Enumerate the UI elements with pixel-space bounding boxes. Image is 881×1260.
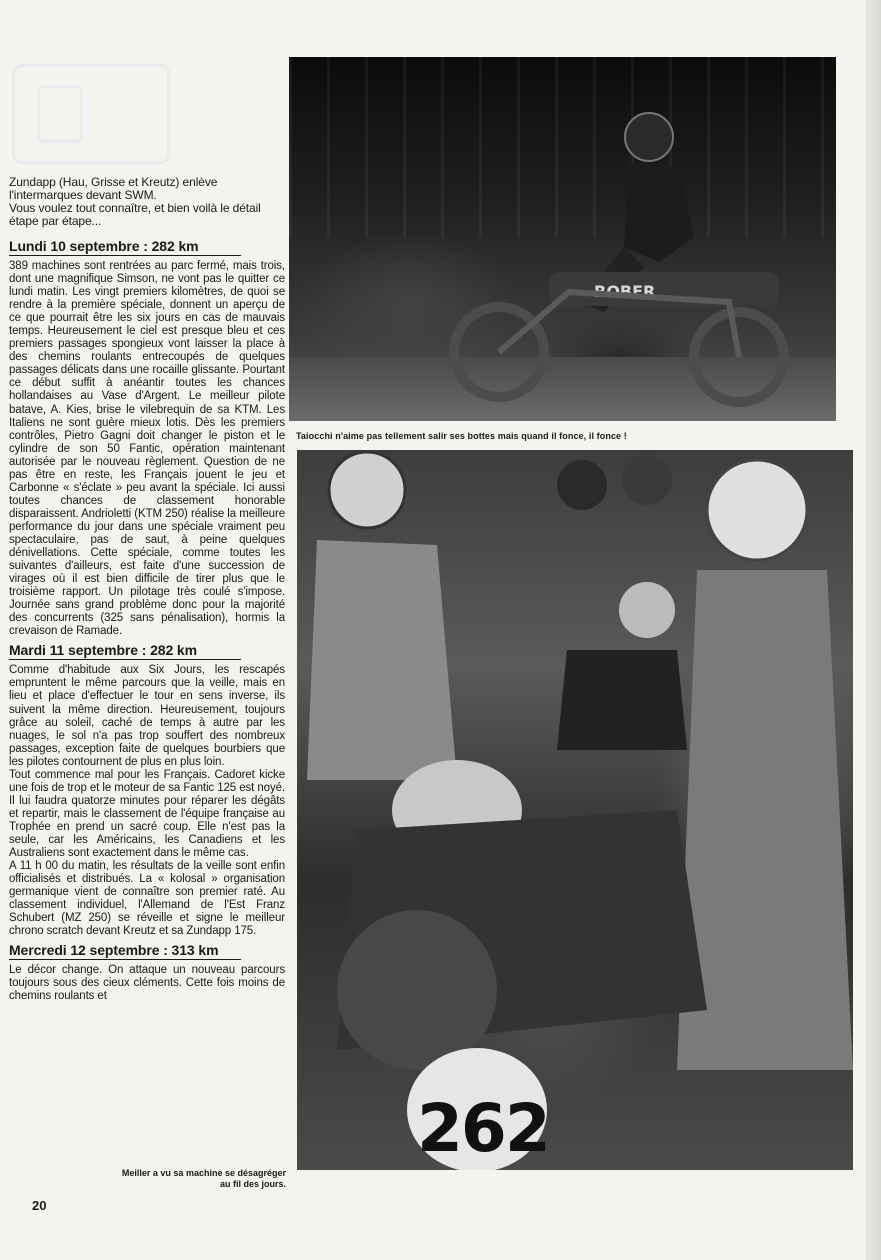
fender-text: ROBER [594,282,656,301]
page-number: 20 [32,1198,47,1213]
photo-caption-bottom [60,1168,286,1190]
faded-logo [12,64,170,164]
crowd-scene [297,450,853,1170]
article-intro [9,176,285,228]
section-paragraph: 389 machines sont rentrées au parc fermé, mais trois, dont une magnifique Simson, ne vont pas le quitter ce lundi matin. Les vingt premiers kilomètres, de quoi se rendre à la première spéciale, donnent un aperçu de ce que pourrait être les six jours en cas de mauvais temps. Heureusement le ciel est presque bleu et ces premiers passages spongieux vont laisser la place à des chemins roulants entrecoupés de quelques passages délicats dans une rocaille glissante. Pourtant ce début suffit à anéantir toutes les chances hollandaises au Vase d'Argent. Le meilleur pilote batave, A. Kies, brise le vilebrequin de sa KTM. Les Italiens ne sont guère mieux lotis. Dès les premiers contrôles, Pietro Gagni doit changer le piston et le cylindre de son 50 Fantic, opération maintenant autorisée par le nouveau règlement. Question de ne pas être en reste, les Français jouent le jeu et Carbonne « s'éclate » peu avant la spéciale. Ici aussi toutes chances de classement honorable disparaissent. Andrioletti (KTM 250) réalise la meilleure performance du jour dans une spéciale vraiment peu spectaculaire, pas de saut, à peine quelques dénivellations. Cette spéciale, comme toutes les suivantes d'ailleurs, est faite d'une succession de virages où il est bien difficile de tirer plus que le troisième rapport. Un pilotage très coulé s'impose. Journée sans grand problème donc pour la majorité des concurrents (325 sans pénalisation), hormis la crevaison de Ramade. [9,260,285,638]
section-paragraph: Tout commence mal pour les Français. Cadoret kicke une fois de trop et le moteur de sa Fantic 125 est noyé. Il lui faudra quatorze minutes pour réparer les dégâts et repartir, mais le classement de l'équipe française au Trophée en prend un sacré coup. Elle n'est pas la seule, car les Américains, les Canadiens et les Australiens sont exactement dans le même cas. [9,768,285,860]
intro-line-2: Vous voulez tout connaître, et bien voilà le détail étape par étape... [9,201,261,228]
caption-line-1: Meiller a vu sa machine se désagréger [121,1168,286,1178]
photo-rider-forest [289,57,836,421]
section-heading-lundi: Lundi 10 septembre : 282 km [9,238,241,256]
section-heading-mardi: Mardi 11 septembre : 282 km [9,642,241,660]
section-heading-mercredi: Mercredi 12 septembre : 313 km [9,942,241,960]
photo-caption-top: Taiocchi n'aime pas tellement salir ses bottes mais quand il fonce, il fonce ! [296,431,627,441]
rider-silhouette [429,87,809,407]
photo-rider-crowd [297,450,853,1170]
section-paragraph: A 11 h 00 du matin, les résultats de la veille sont enfin officialisés et distribués. La « kolosal » organisation germanique vient de connaître son premier raté. Au classement individuel, l'Allemand de l'Est Franz Schubert (MZ 250) se réveille et signe le meilleur chrono scratch devant Kreutz et sa Zundapp 175. [9,860,285,938]
intro-line-1: Zundapp (Hau, Grisse et Kreutz) enlève l'intermarques devant SWM. [9,175,218,202]
section-paragraph: Comme d'habitude aux Six Jours, les rescapés empruntent le même parcours que la veille, mais en lieu et place d'effectuer le tour en sens inverse, ils suivent la même direction. Heureusement, toujours grâce au soleil, caché de temps à autre par les nuages, le sol n'a pas trop souffert des nombreux passages, exception faite de quelques bourbiers que les pilotes contournent de plus en plus loin. [9,664,285,768]
race-plate-number: 262 [417,1090,549,1167]
page-edge [866,0,881,1260]
article-column [9,176,285,1003]
caption-line-2: au fil des jours. [219,1179,286,1189]
section-paragraph: Le décor change. On attaque un nouveau parcours toujours sous des cieux cléments. Cette fois moins de chemins roulants et [9,964,285,1003]
